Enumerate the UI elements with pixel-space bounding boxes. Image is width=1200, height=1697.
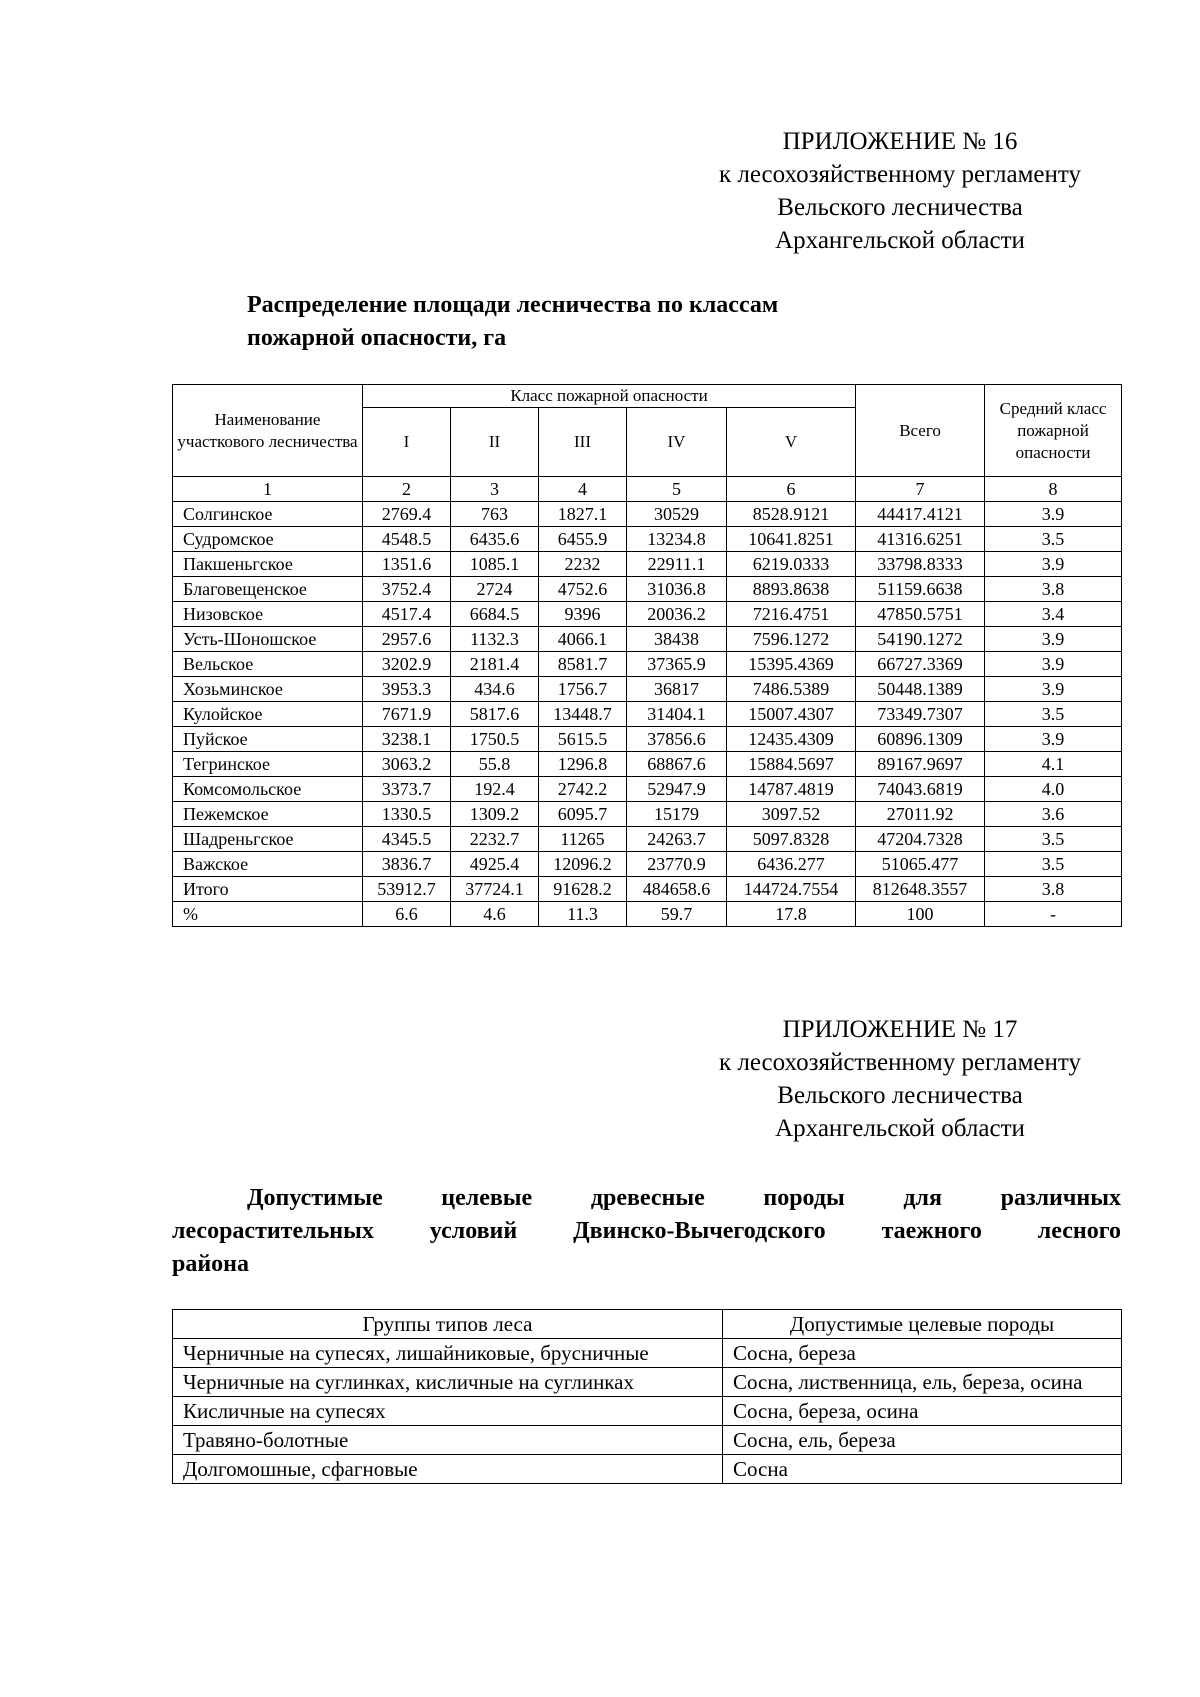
value-cell: 1296.8 — [539, 752, 627, 777]
value-cell: 3.9 — [985, 677, 1122, 702]
table-row — [173, 1426, 1122, 1455]
header-avg: Средний класс пожарной опасности — [985, 385, 1122, 477]
value-cell: 15179 — [627, 802, 727, 827]
value-cell: 3.9 — [985, 627, 1122, 652]
value-cell: 2742.2 — [539, 777, 627, 802]
species-header-species: Допустимые целевые породы — [723, 1310, 1122, 1339]
target-species-cell: Сосна, ель, береза — [723, 1426, 1122, 1455]
value-cell: 3953.3 — [363, 677, 451, 702]
value-cell: 5817.6 — [451, 702, 539, 727]
colnum: 4 — [539, 477, 627, 502]
fire-danger-table — [172, 384, 1122, 927]
forestry-name-cell: % — [173, 902, 363, 927]
value-cell: 2769.4 — [363, 502, 451, 527]
value-cell: 100 — [856, 902, 985, 927]
colnum: 7 — [856, 477, 985, 502]
value-cell: 4345.5 — [363, 827, 451, 852]
value-cell: 3.5 — [985, 702, 1122, 727]
value-cell: 3836.7 — [363, 852, 451, 877]
value-cell: 2957.6 — [363, 627, 451, 652]
value-cell: 4.0 — [985, 777, 1122, 802]
forestry-name-cell: Тегринское — [173, 752, 363, 777]
value-cell: 50448.1389 — [856, 677, 985, 702]
table-row — [173, 1455, 1122, 1484]
forestry-name-cell: Шадреньгское — [173, 827, 363, 852]
value-cell: 192.4 — [451, 777, 539, 802]
value-cell: 24263.7 — [627, 827, 727, 852]
value-cell: 54190.1272 — [856, 627, 985, 652]
header-class-group: Класс пожарной опасности — [363, 385, 856, 408]
value-cell: 27011.92 — [856, 802, 985, 827]
fire-colnum-row — [173, 477, 1122, 502]
header-class-1: I — [363, 408, 451, 477]
value-cell: 15395.4369 — [727, 652, 856, 677]
value-cell: 31404.1 — [627, 702, 727, 727]
appendix-16-line1: к лесохозяйственному регламенту — [718, 161, 1082, 188]
colnum: 2 — [363, 477, 451, 502]
species-header-row — [173, 1310, 1122, 1339]
colnum: 1 — [173, 477, 363, 502]
table-row — [173, 677, 1122, 702]
forestry-name-cell: Низовское — [173, 602, 363, 627]
target-species-cell: Сосна — [723, 1455, 1122, 1484]
value-cell: 7671.9 — [363, 702, 451, 727]
value-cell: 91628.2 — [539, 877, 627, 902]
value-cell: 3.5 — [985, 852, 1122, 877]
value-cell: 53912.7 — [363, 877, 451, 902]
value-cell: 3202.9 — [363, 652, 451, 677]
table-row — [173, 652, 1122, 677]
forestry-name-cell: Итого — [173, 877, 363, 902]
value-cell: 60896.1309 — [856, 727, 985, 752]
value-cell: 51159.6638 — [856, 577, 985, 602]
value-cell: 8528.9121 — [727, 502, 856, 527]
value-cell: 6455.9 — [539, 527, 627, 552]
value-cell: 22911.1 — [627, 552, 727, 577]
value-cell: 73349.7307 — [856, 702, 985, 727]
appendix-17-header — [660, 1013, 1140, 1145]
forest-type-group-cell: Травяно-болотные — [173, 1426, 723, 1455]
colnum: 8 — [985, 477, 1122, 502]
header-total: Всего — [856, 385, 985, 477]
value-cell: 10641.8251 — [727, 527, 856, 552]
table-row — [173, 702, 1122, 727]
target-species-cell: Сосна, лиственница, ель, береза, осина — [723, 1368, 1122, 1397]
appendix-16-header — [660, 125, 1140, 257]
value-cell: 763 — [451, 502, 539, 527]
value-cell: 434.6 — [451, 677, 539, 702]
value-cell: 52947.9 — [627, 777, 727, 802]
header-class-3: III — [539, 408, 627, 477]
value-cell: 37724.1 — [451, 877, 539, 902]
forestry-name-cell: Благовещенское — [173, 577, 363, 602]
value-cell: 38438 — [627, 627, 727, 652]
value-cell: 59.7 — [627, 902, 727, 927]
value-cell: 23770.9 — [627, 852, 727, 877]
forestry-name-cell: Кулойское — [173, 702, 363, 727]
target-species-cell: Сосна, береза — [723, 1339, 1122, 1368]
forest-type-group-cell: Кисличные на супесях — [173, 1397, 723, 1426]
value-cell: 6219.0333 — [727, 552, 856, 577]
value-cell: - — [985, 902, 1122, 927]
fire-table-heading — [247, 289, 778, 355]
target-species-cell: Сосна, береза, осина — [723, 1397, 1122, 1426]
table-row — [173, 777, 1122, 802]
header-class-2: II — [451, 408, 539, 477]
value-cell: 6684.5 — [451, 602, 539, 627]
value-cell: 4925.4 — [451, 852, 539, 877]
value-cell: 51065.477 — [856, 852, 985, 877]
value-cell: 3752.4 — [363, 577, 451, 602]
value-cell: 14787.4819 — [727, 777, 856, 802]
table-row — [173, 752, 1122, 777]
value-cell: 5615.5 — [539, 727, 627, 752]
value-cell: 3.8 — [985, 577, 1122, 602]
table-row — [173, 527, 1122, 552]
value-cell: 55.8 — [451, 752, 539, 777]
value-cell: 15884.5697 — [727, 752, 856, 777]
value-cell: 33798.8333 — [856, 552, 985, 577]
value-cell: 13448.7 — [539, 702, 627, 727]
value-cell: 13234.8 — [627, 527, 727, 552]
appendix-17-line3: Архангельской области — [775, 1115, 1025, 1142]
table-row — [173, 852, 1122, 877]
table-row — [173, 727, 1122, 752]
appendix-17-line1: к лесохозяйственному регламенту — [718, 1049, 1082, 1076]
value-cell: 2724 — [451, 577, 539, 602]
appendix-17-line2: Вельского лесничества — [777, 1082, 1023, 1109]
header-class-4: IV — [627, 408, 727, 477]
forestry-name-cell: Вельское — [173, 652, 363, 677]
species-heading-line1: Допустимые целевые древесные породы для различных — [247, 1185, 1121, 1211]
value-cell: 11265 — [539, 827, 627, 852]
value-cell: 3.9 — [985, 552, 1122, 577]
fire-header-row — [173, 385, 1122, 408]
species-table — [172, 1309, 1122, 1484]
value-cell: 3.5 — [985, 827, 1122, 852]
appendix-16-line2: Вельского лесничества — [777, 194, 1023, 221]
forestry-name-cell: Судромское — [173, 527, 363, 552]
value-cell: 3063.2 — [363, 752, 451, 777]
value-cell: 9396 — [539, 602, 627, 627]
value-cell: 7216.4751 — [727, 602, 856, 627]
value-cell: 3238.1 — [363, 727, 451, 752]
value-cell: 3.5 — [985, 527, 1122, 552]
value-cell: 6435.6 — [451, 527, 539, 552]
value-cell: 15007.4307 — [727, 702, 856, 727]
value-cell: 31036.8 — [627, 577, 727, 602]
value-cell: 37365.9 — [627, 652, 727, 677]
value-cell: 8581.7 — [539, 652, 627, 677]
species-heading-line3: района — [172, 1251, 250, 1277]
table-row — [173, 827, 1122, 852]
value-cell: 6.6 — [363, 902, 451, 927]
table-row — [173, 802, 1122, 827]
value-cell: 3.4 — [985, 602, 1122, 627]
value-cell: 2181.4 — [451, 652, 539, 677]
value-cell: 144724.7554 — [727, 877, 856, 902]
value-cell: 8893.8638 — [727, 577, 856, 602]
value-cell: 6095.7 — [539, 802, 627, 827]
forest-type-group-cell: Долгомошные, сфагновые — [173, 1455, 723, 1484]
value-cell: 89167.9697 — [856, 752, 985, 777]
value-cell: 5097.8328 — [727, 827, 856, 852]
appendix-16-title: ПРИЛОЖЕНИЕ № 16 — [782, 128, 1018, 155]
value-cell: 47204.7328 — [856, 827, 985, 852]
value-cell: 3.9 — [985, 502, 1122, 527]
value-cell: 41316.6251 — [856, 527, 985, 552]
value-cell: 3097.52 — [727, 802, 856, 827]
value-cell: 1351.6 — [363, 552, 451, 577]
value-cell: 4548.5 — [363, 527, 451, 552]
value-cell: 1330.5 — [363, 802, 451, 827]
value-cell: 2232 — [539, 552, 627, 577]
value-cell: 6436.277 — [727, 852, 856, 877]
forestry-name-cell: Хозьминское — [173, 677, 363, 702]
value-cell: 3.8 — [985, 877, 1122, 902]
value-cell: 17.8 — [727, 902, 856, 927]
forestry-name-cell: Солгинское — [173, 502, 363, 527]
value-cell: 1085.1 — [451, 552, 539, 577]
table-row — [173, 577, 1122, 602]
value-cell: 74043.6819 — [856, 777, 985, 802]
value-cell: 1756.7 — [539, 677, 627, 702]
value-cell: 4066.1 — [539, 627, 627, 652]
header-class-5: V — [727, 408, 856, 477]
table-row — [173, 627, 1122, 652]
value-cell: 12435.4309 — [727, 727, 856, 752]
table-row — [173, 902, 1122, 927]
forest-type-group-cell: Черничные на супесях, лишайниковые, брусничные — [173, 1339, 723, 1368]
value-cell: 812648.3557 — [856, 877, 985, 902]
value-cell: 4752.6 — [539, 577, 627, 602]
value-cell: 3.9 — [985, 652, 1122, 677]
appendix-16-line3: Архангельской области — [775, 227, 1025, 254]
value-cell: 20036.2 — [627, 602, 727, 627]
value-cell: 1309.2 — [451, 802, 539, 827]
forestry-name-cell: Усть-Шоношское — [173, 627, 363, 652]
value-cell: 7486.5389 — [727, 677, 856, 702]
table-row — [173, 1397, 1122, 1426]
value-cell: 68867.6 — [627, 752, 727, 777]
value-cell: 3.9 — [985, 727, 1122, 752]
value-cell: 1132.3 — [451, 627, 539, 652]
fire-heading-line1: Распределение площади лесничества по классам — [247, 292, 779, 318]
forestry-name-cell: Пежемское — [173, 802, 363, 827]
value-cell: 7596.1272 — [727, 627, 856, 652]
header-name: Наименование участкового лесничества — [173, 385, 363, 477]
forestry-name-cell: Важское — [173, 852, 363, 877]
value-cell: 4.6 — [451, 902, 539, 927]
table-row — [173, 1339, 1122, 1368]
table-row — [173, 552, 1122, 577]
species-table-heading — [172, 1182, 1121, 1281]
table-row — [173, 1368, 1122, 1397]
value-cell: 2232.7 — [451, 827, 539, 852]
colnum: 6 — [727, 477, 856, 502]
value-cell: 44417.4121 — [856, 502, 985, 527]
value-cell: 47850.5751 — [856, 602, 985, 627]
value-cell: 66727.3369 — [856, 652, 985, 677]
colnum: 3 — [451, 477, 539, 502]
table-row — [173, 602, 1122, 627]
fire-heading-line2: пожарной опасности, га — [247, 325, 507, 351]
value-cell: 484658.6 — [627, 877, 727, 902]
forestry-name-cell: Комсомольское — [173, 777, 363, 802]
value-cell: 37856.6 — [627, 727, 727, 752]
colnum: 5 — [627, 477, 727, 502]
value-cell: 1827.1 — [539, 502, 627, 527]
value-cell: 4517.4 — [363, 602, 451, 627]
value-cell: 4.1 — [985, 752, 1122, 777]
value-cell: 1750.5 — [451, 727, 539, 752]
value-cell: 12096.2 — [539, 852, 627, 877]
value-cell: 30529 — [627, 502, 727, 527]
value-cell: 3.6 — [985, 802, 1122, 827]
table-row — [173, 502, 1122, 527]
appendix-17-title: ПРИЛОЖЕНИЕ № 17 — [782, 1016, 1018, 1043]
forestry-name-cell: Пакшеньгское — [173, 552, 363, 577]
forestry-name-cell: Пуйское — [173, 727, 363, 752]
value-cell: 36817 — [627, 677, 727, 702]
forest-type-group-cell: Черничные на суглинках, кисличные на суглинках — [173, 1368, 723, 1397]
species-header-groups: Группы типов леса — [173, 1310, 723, 1339]
table-row — [173, 877, 1122, 902]
value-cell: 3373.7 — [363, 777, 451, 802]
species-heading-line2: лесорастительных условий Двинско-Вычегодского таежного лесного — [172, 1218, 1121, 1244]
value-cell: 11.3 — [539, 902, 627, 927]
